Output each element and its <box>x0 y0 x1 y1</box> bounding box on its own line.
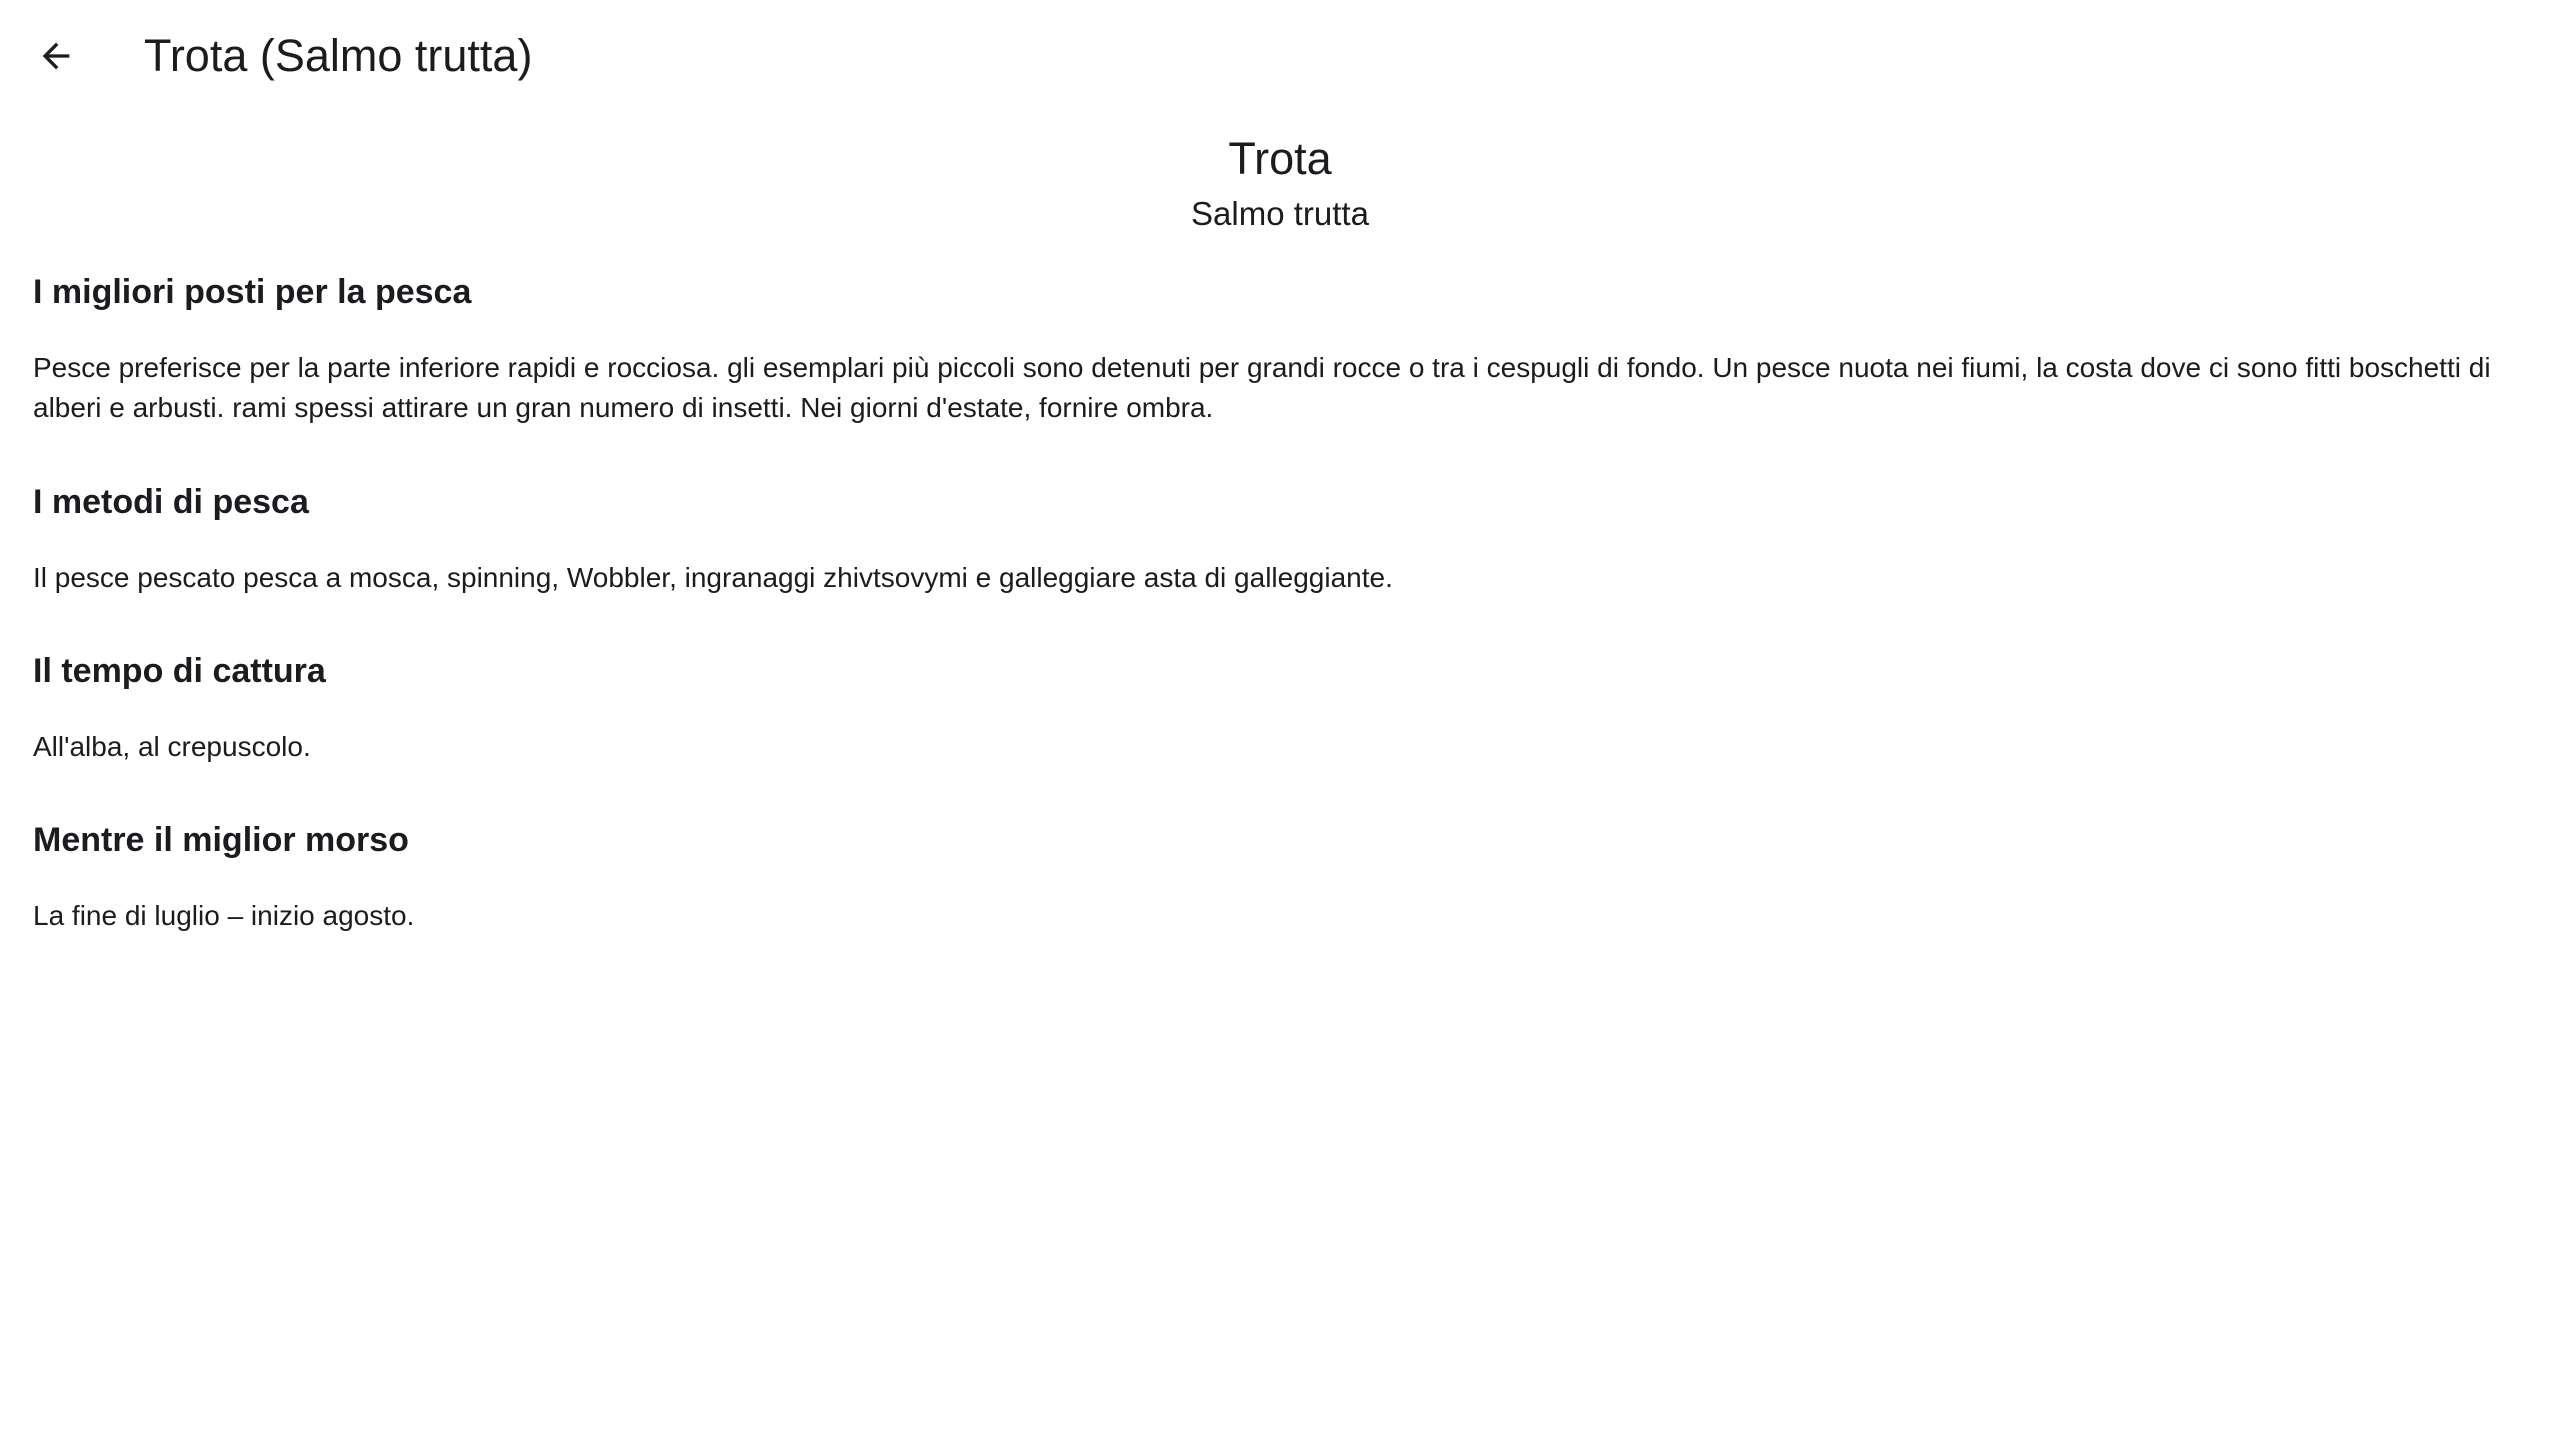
section-title-fishing-methods: I metodi di pesca <box>33 483 309 521</box>
section-body-best-bite: La fine di luglio – inizio agosto. <box>33 900 415 931</box>
back-button[interactable] <box>20 16 92 96</box>
section-title-best-bite: Mentre il miglior morso <box>33 821 409 859</box>
fish-name: Trota <box>1228 133 1332 184</box>
fish-header <box>33 126 2527 236</box>
page-title: Trota (Salmo trutta) <box>144 30 533 81</box>
section-body-best-places: Pesce preferisce per la parte inferiore rapidi e rocciosa. gli esemplari più piccoli sono detenuti per grandi rocce o tra i cespugli di fondo. Un pesce nuota nei fiumi, la costa dove ci sono fitti boschetti di alberi e arbusti. rami spessi attirare un gran numero di insetti. Nei giorni d'estate, fornire ombra. <box>33 352 2491 423</box>
section-title-best-places: I migliori posti per la pesca <box>33 273 472 311</box>
section-title-catch-time: Il tempo di cattura <box>33 652 326 690</box>
section-body-fishing-methods: Il pesce pescato pesca a mosca, spinning, Wobbler, ingranaggi zhivtsovymi e galleggiare asta di galleggiante. <box>33 562 1393 593</box>
fish-detail-content <box>33 126 2527 931</box>
section-body-catch-time: All'alba, al crepuscolo. <box>33 731 311 762</box>
top-app-bar <box>0 0 2560 112</box>
fish-latin-name: Salmo trutta <box>1191 195 1369 232</box>
arrow-back-icon <box>36 36 76 76</box>
